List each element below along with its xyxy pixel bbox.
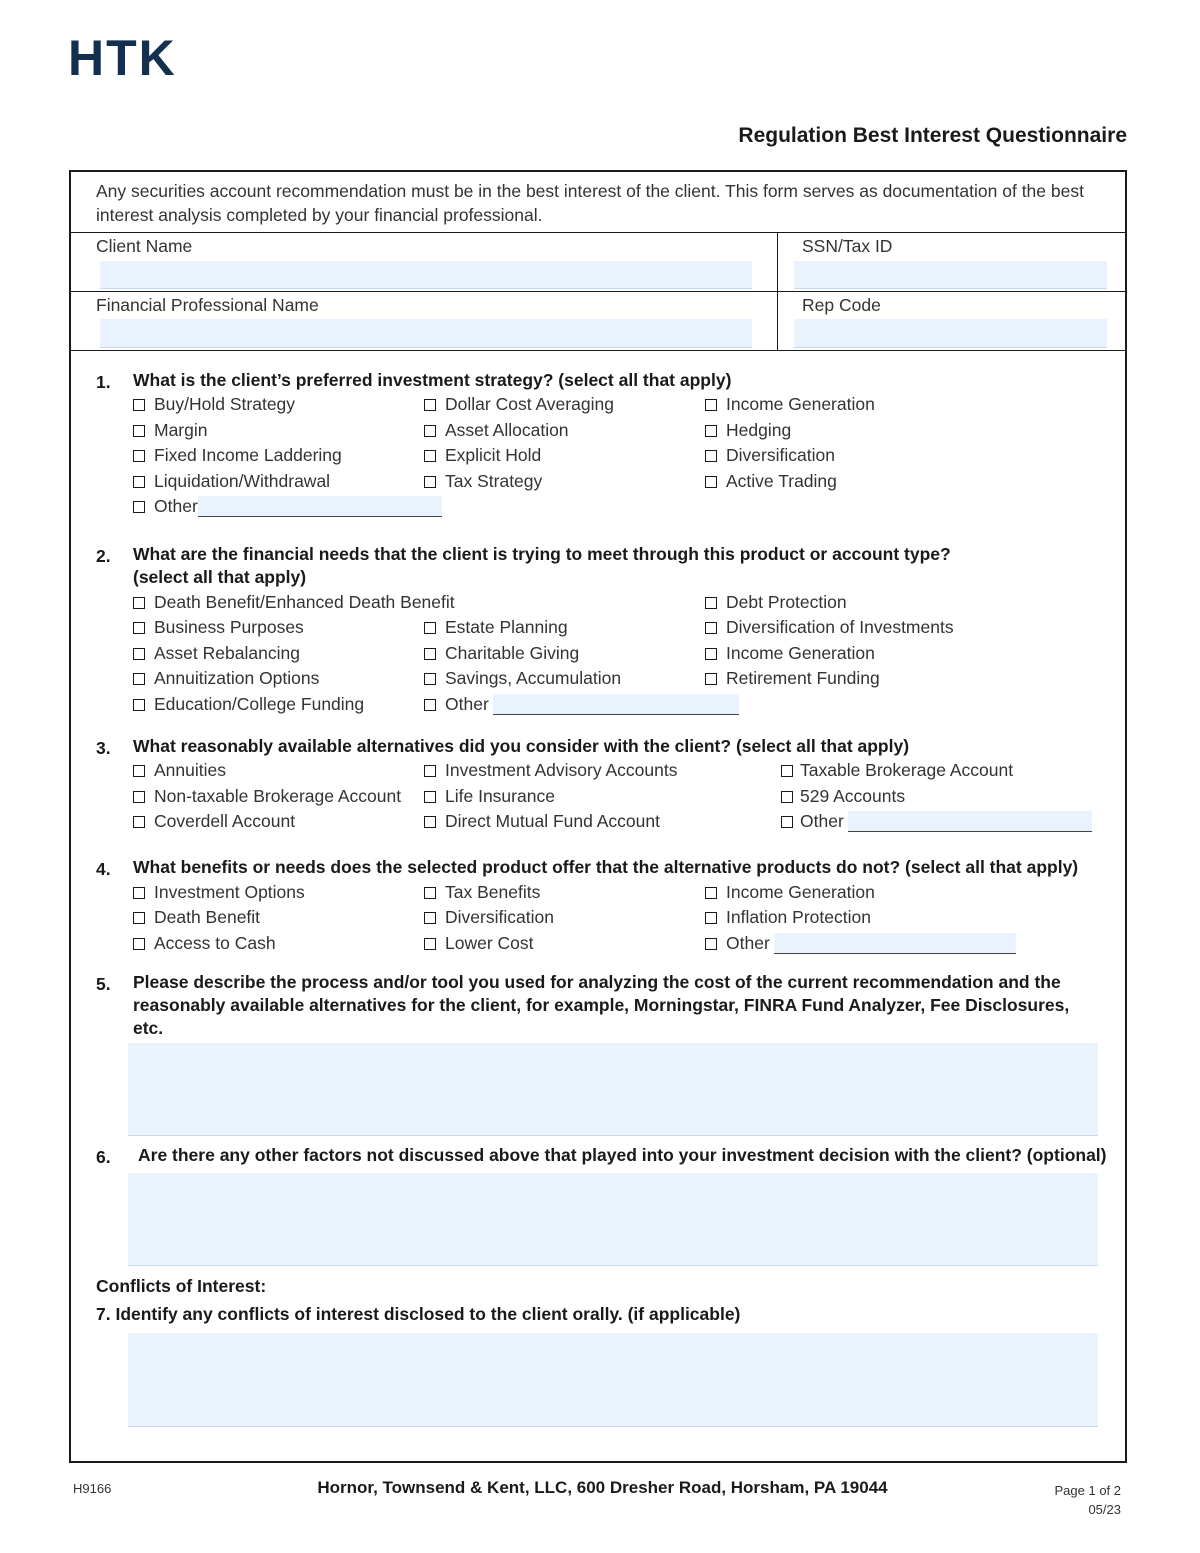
- q3-option[interactable]: [133, 760, 226, 781]
- q3-option[interactable]: [424, 760, 677, 781]
- fp-name-field[interactable]: [100, 319, 752, 348]
- checkbox[interactable]: [424, 912, 436, 924]
- option-label: Diversification: [726, 445, 835, 465]
- option-label: Annuities: [154, 760, 226, 780]
- checkbox[interactable]: [781, 816, 793, 828]
- option-label: Annuitization Options: [154, 668, 320, 688]
- checkbox[interactable]: [133, 501, 145, 513]
- checkbox[interactable]: [424, 699, 436, 711]
- checkbox[interactable]: [133, 765, 145, 777]
- q3-option[interactable]: [424, 811, 660, 832]
- q2-number: 2.: [96, 546, 111, 566]
- ssn-label: SSN/Tax ID: [802, 236, 893, 256]
- q1-option[interactable]: [133, 445, 342, 466]
- ssn-field[interactable]: [794, 261, 1107, 289]
- checkbox[interactable]: [133, 622, 145, 634]
- q1-option[interactable]: [705, 394, 875, 415]
- checkbox[interactable]: [133, 791, 145, 803]
- option-label: Buy/Hold Strategy: [154, 394, 296, 414]
- q4-option[interactable]: [133, 907, 260, 928]
- q4-option-other[interactable]: [705, 933, 1016, 954]
- q3-option[interactable]: [424, 786, 555, 807]
- q5-answer-field[interactable]: [128, 1043, 1098, 1136]
- checkbox[interactable]: [705, 425, 717, 437]
- q2-question-note: (select all that apply): [133, 567, 307, 587]
- client-name-field[interactable]: [100, 261, 752, 289]
- option-label: Estate Planning: [445, 617, 568, 637]
- option-label: Investment Options: [154, 882, 305, 902]
- q3-question: What reasonably available alternatives did you consider with the client? (select all that apply): [133, 736, 910, 756]
- intro-text: Any securities account recommendation must be in the best interest of the client. This form serves as documentation of the best interest analysis completed by your financial professional.: [96, 181, 1084, 225]
- checkbox[interactable]: [705, 648, 717, 660]
- q2-option-other[interactable]: [424, 694, 739, 715]
- conflicts-heading: Conflicts of Interest:: [96, 1276, 267, 1296]
- option-label: 529 Accounts: [800, 786, 906, 806]
- q3-option-other[interactable]: [781, 811, 1092, 832]
- option-label: Death Benefit/Enhanced Death Benefit: [154, 592, 455, 612]
- client-name-label: Client Name: [96, 236, 193, 256]
- option-label: Tax Strategy: [445, 471, 543, 491]
- option-label: Death Benefit: [154, 907, 261, 927]
- option-label: Lower Cost: [445, 933, 534, 953]
- q4-number: 4.: [96, 859, 111, 879]
- divider: [70, 232, 1127, 233]
- q4-option[interactable]: [424, 882, 540, 903]
- checkbox[interactable]: [424, 938, 436, 950]
- q4-option[interactable]: [424, 907, 554, 928]
- option-label: Hedging: [726, 420, 792, 440]
- option-label: Income Generation: [726, 643, 875, 663]
- checkbox[interactable]: [133, 673, 145, 685]
- q1-option-other[interactable]: [133, 496, 442, 517]
- htk-logo: HTK: [68, 30, 177, 86]
- q7-answer-field[interactable]: [128, 1333, 1098, 1427]
- option-label: Other: [800, 811, 844, 831]
- option-label: Access to Cash: [154, 933, 276, 953]
- checkbox[interactable]: [705, 673, 717, 685]
- checkbox[interactable]: [705, 912, 717, 924]
- option-label: Other: [445, 694, 489, 714]
- checkbox[interactable]: [424, 887, 436, 899]
- checkbox[interactable]: [133, 399, 145, 411]
- checkbox[interactable]: [133, 648, 145, 660]
- q4-option[interactable]: [133, 933, 276, 954]
- other-text-field[interactable]: [848, 811, 1092, 832]
- option-label: Charitable Giving: [445, 643, 580, 663]
- q3-option[interactable]: [781, 786, 905, 807]
- option-label: Tax Benefits: [445, 882, 541, 902]
- q3-number: 3.: [96, 738, 111, 758]
- fp-name-label: Financial Professional Name: [96, 295, 319, 315]
- option-label: Taxable Brokerage Account: [800, 760, 1014, 780]
- other-text-field[interactable]: [493, 694, 739, 715]
- q4-option[interactable]: [424, 933, 534, 954]
- option-label: Non-taxable Brokerage Account: [154, 786, 402, 806]
- q1-option[interactable]: [424, 471, 542, 492]
- rep-code-field[interactable]: [794, 319, 1107, 348]
- checkbox[interactable]: [424, 673, 436, 685]
- checkbox[interactable]: [424, 425, 436, 437]
- q2-option[interactable]: [705, 643, 875, 664]
- q4-option[interactable]: [705, 882, 875, 903]
- q6-question: Are there any other factors not discussed above that played into your investment decision with the client? (optional): [138, 1145, 1107, 1165]
- q3-option[interactable]: [133, 811, 295, 832]
- checkbox[interactable]: [133, 938, 145, 950]
- checkbox[interactable]: [133, 476, 145, 488]
- checkbox[interactable]: [705, 887, 717, 899]
- option-label: Investment Advisory Accounts: [445, 760, 678, 780]
- other-text-field[interactable]: [198, 496, 442, 517]
- divider: [70, 350, 1127, 351]
- option-label: Fixed Income Laddering: [154, 445, 342, 465]
- divider: [777, 232, 778, 350]
- q2-option[interactable]: [133, 592, 455, 613]
- q2-option[interactable]: [705, 668, 880, 689]
- q1-option[interactable]: [705, 471, 837, 492]
- option-label: Other: [726, 933, 770, 953]
- option-label: Retirement Funding: [726, 668, 880, 688]
- checkbox[interactable]: [705, 622, 717, 634]
- checkbox[interactable]: [133, 597, 145, 609]
- checkbox[interactable]: [133, 450, 145, 462]
- option-label: Savings, Accumulation: [445, 668, 622, 688]
- option-label: Debt Protection: [726, 592, 847, 612]
- q4-option[interactable]: [133, 882, 305, 903]
- q6-answer-field[interactable]: [128, 1173, 1098, 1266]
- checkbox[interactable]: [705, 399, 717, 411]
- option-label: Asset Rebalancing: [154, 643, 300, 663]
- q1-option[interactable]: [705, 445, 835, 466]
- checkbox[interactable]: [424, 765, 436, 777]
- checkbox[interactable]: [424, 648, 436, 660]
- q2-option[interactable]: [133, 617, 304, 638]
- q4-question: What benefits or needs does the selected product offer that the alternative products do not? (select all that apply): [133, 857, 1079, 877]
- q2-option[interactable]: [705, 592, 847, 613]
- q5-number: 5.: [96, 974, 111, 994]
- q2-option[interactable]: [424, 668, 621, 689]
- checkbox[interactable]: [424, 450, 436, 462]
- checkbox[interactable]: [133, 887, 145, 899]
- q1-option[interactable]: [133, 471, 330, 492]
- q7-question: 7. Identify any conflicts of interest disclosed to the client orally. (if applicable): [96, 1304, 741, 1324]
- q2-option[interactable]: [705, 617, 954, 638]
- q1-option[interactable]: [705, 420, 791, 441]
- page-title: Regulation Best Interest Questionnaire: [738, 124, 1127, 147]
- option-label: Income Generation: [726, 882, 875, 902]
- checkbox[interactable]: [424, 622, 436, 634]
- option-label: Coverdell Account: [154, 811, 296, 831]
- option-label: Business Purposes: [154, 617, 304, 637]
- checkbox[interactable]: [705, 476, 717, 488]
- q2-option[interactable]: [133, 694, 364, 715]
- option-label: Inflation Protection: [726, 907, 871, 927]
- checkbox[interactable]: [781, 791, 793, 803]
- q2-question: What are the financial needs that the client is trying to meet through this product or account type?: [133, 544, 951, 564]
- option-label: Explicit Hold: [445, 445, 542, 465]
- checkbox[interactable]: [424, 816, 436, 828]
- q4-option[interactable]: [705, 907, 871, 928]
- option-label: Active Trading: [726, 471, 837, 491]
- checkbox[interactable]: [424, 399, 436, 411]
- q1-option[interactable]: [424, 394, 614, 415]
- checkbox[interactable]: [705, 938, 717, 950]
- option-label: Margin: [154, 420, 208, 440]
- checkbox[interactable]: [781, 765, 793, 777]
- checkbox[interactable]: [133, 425, 145, 437]
- option-label: Asset Allocation: [445, 420, 569, 440]
- page-info: [1055, 1481, 1122, 1519]
- q1-option[interactable]: [133, 420, 208, 441]
- q1-question: What is the client’s preferred investment strategy? (select all that apply): [133, 370, 732, 390]
- company-address: Hornor, Townsend & Kent, LLC, 600 Dresher Road, Horsham, PA 19044: [317, 1478, 888, 1497]
- option-label: Diversification of Investments: [726, 617, 954, 637]
- q6-number: 6.: [96, 1147, 111, 1167]
- q2-option[interactable]: [424, 643, 579, 664]
- checkbox[interactable]: [133, 699, 145, 711]
- q1-number: 1.: [96, 372, 111, 392]
- rep-code-label: Rep Code: [802, 295, 881, 315]
- q5-question: Please describe the process and/or tool you used for analyzing the cost of the current recommendation and the reasonably available alternatives for the client, for example, Morningstar, FINRA Fund Analyzer, Fee Disclosures, etc.: [133, 972, 1070, 1038]
- option-label: Direct Mutual Fund Account: [445, 811, 660, 831]
- checkbox[interactable]: [424, 791, 436, 803]
- checkbox[interactable]: [705, 450, 717, 462]
- option-label: Diversification: [445, 907, 554, 927]
- option-label: Education/College Funding: [154, 694, 365, 714]
- q3-option[interactable]: [781, 760, 1013, 781]
- q1-option[interactable]: [424, 445, 541, 466]
- checkbox[interactable]: [424, 476, 436, 488]
- form-code: H9166: [73, 1481, 112, 1496]
- q3-option[interactable]: [133, 786, 401, 807]
- q2-option[interactable]: [133, 643, 300, 664]
- q1-option[interactable]: [133, 394, 295, 415]
- q1-option[interactable]: [424, 420, 569, 441]
- checkbox[interactable]: [133, 912, 145, 924]
- divider: [70, 291, 1127, 292]
- q2-option[interactable]: [424, 617, 568, 638]
- option-label: Income Generation: [726, 394, 875, 414]
- checkbox[interactable]: [133, 816, 145, 828]
- page-number: Page 1 of 2: [1054, 1483, 1121, 1498]
- q2-option[interactable]: [133, 668, 319, 689]
- revision-date: 05/23: [1088, 1502, 1121, 1517]
- option-label: Dollar Cost Averaging: [445, 394, 614, 414]
- option-label: Other: [154, 496, 198, 516]
- option-label: Life Insurance: [445, 786, 555, 806]
- other-text-field[interactable]: [774, 933, 1016, 954]
- option-label: Liquidation/Withdrawal: [154, 471, 331, 491]
- checkbox[interactable]: [705, 597, 717, 609]
